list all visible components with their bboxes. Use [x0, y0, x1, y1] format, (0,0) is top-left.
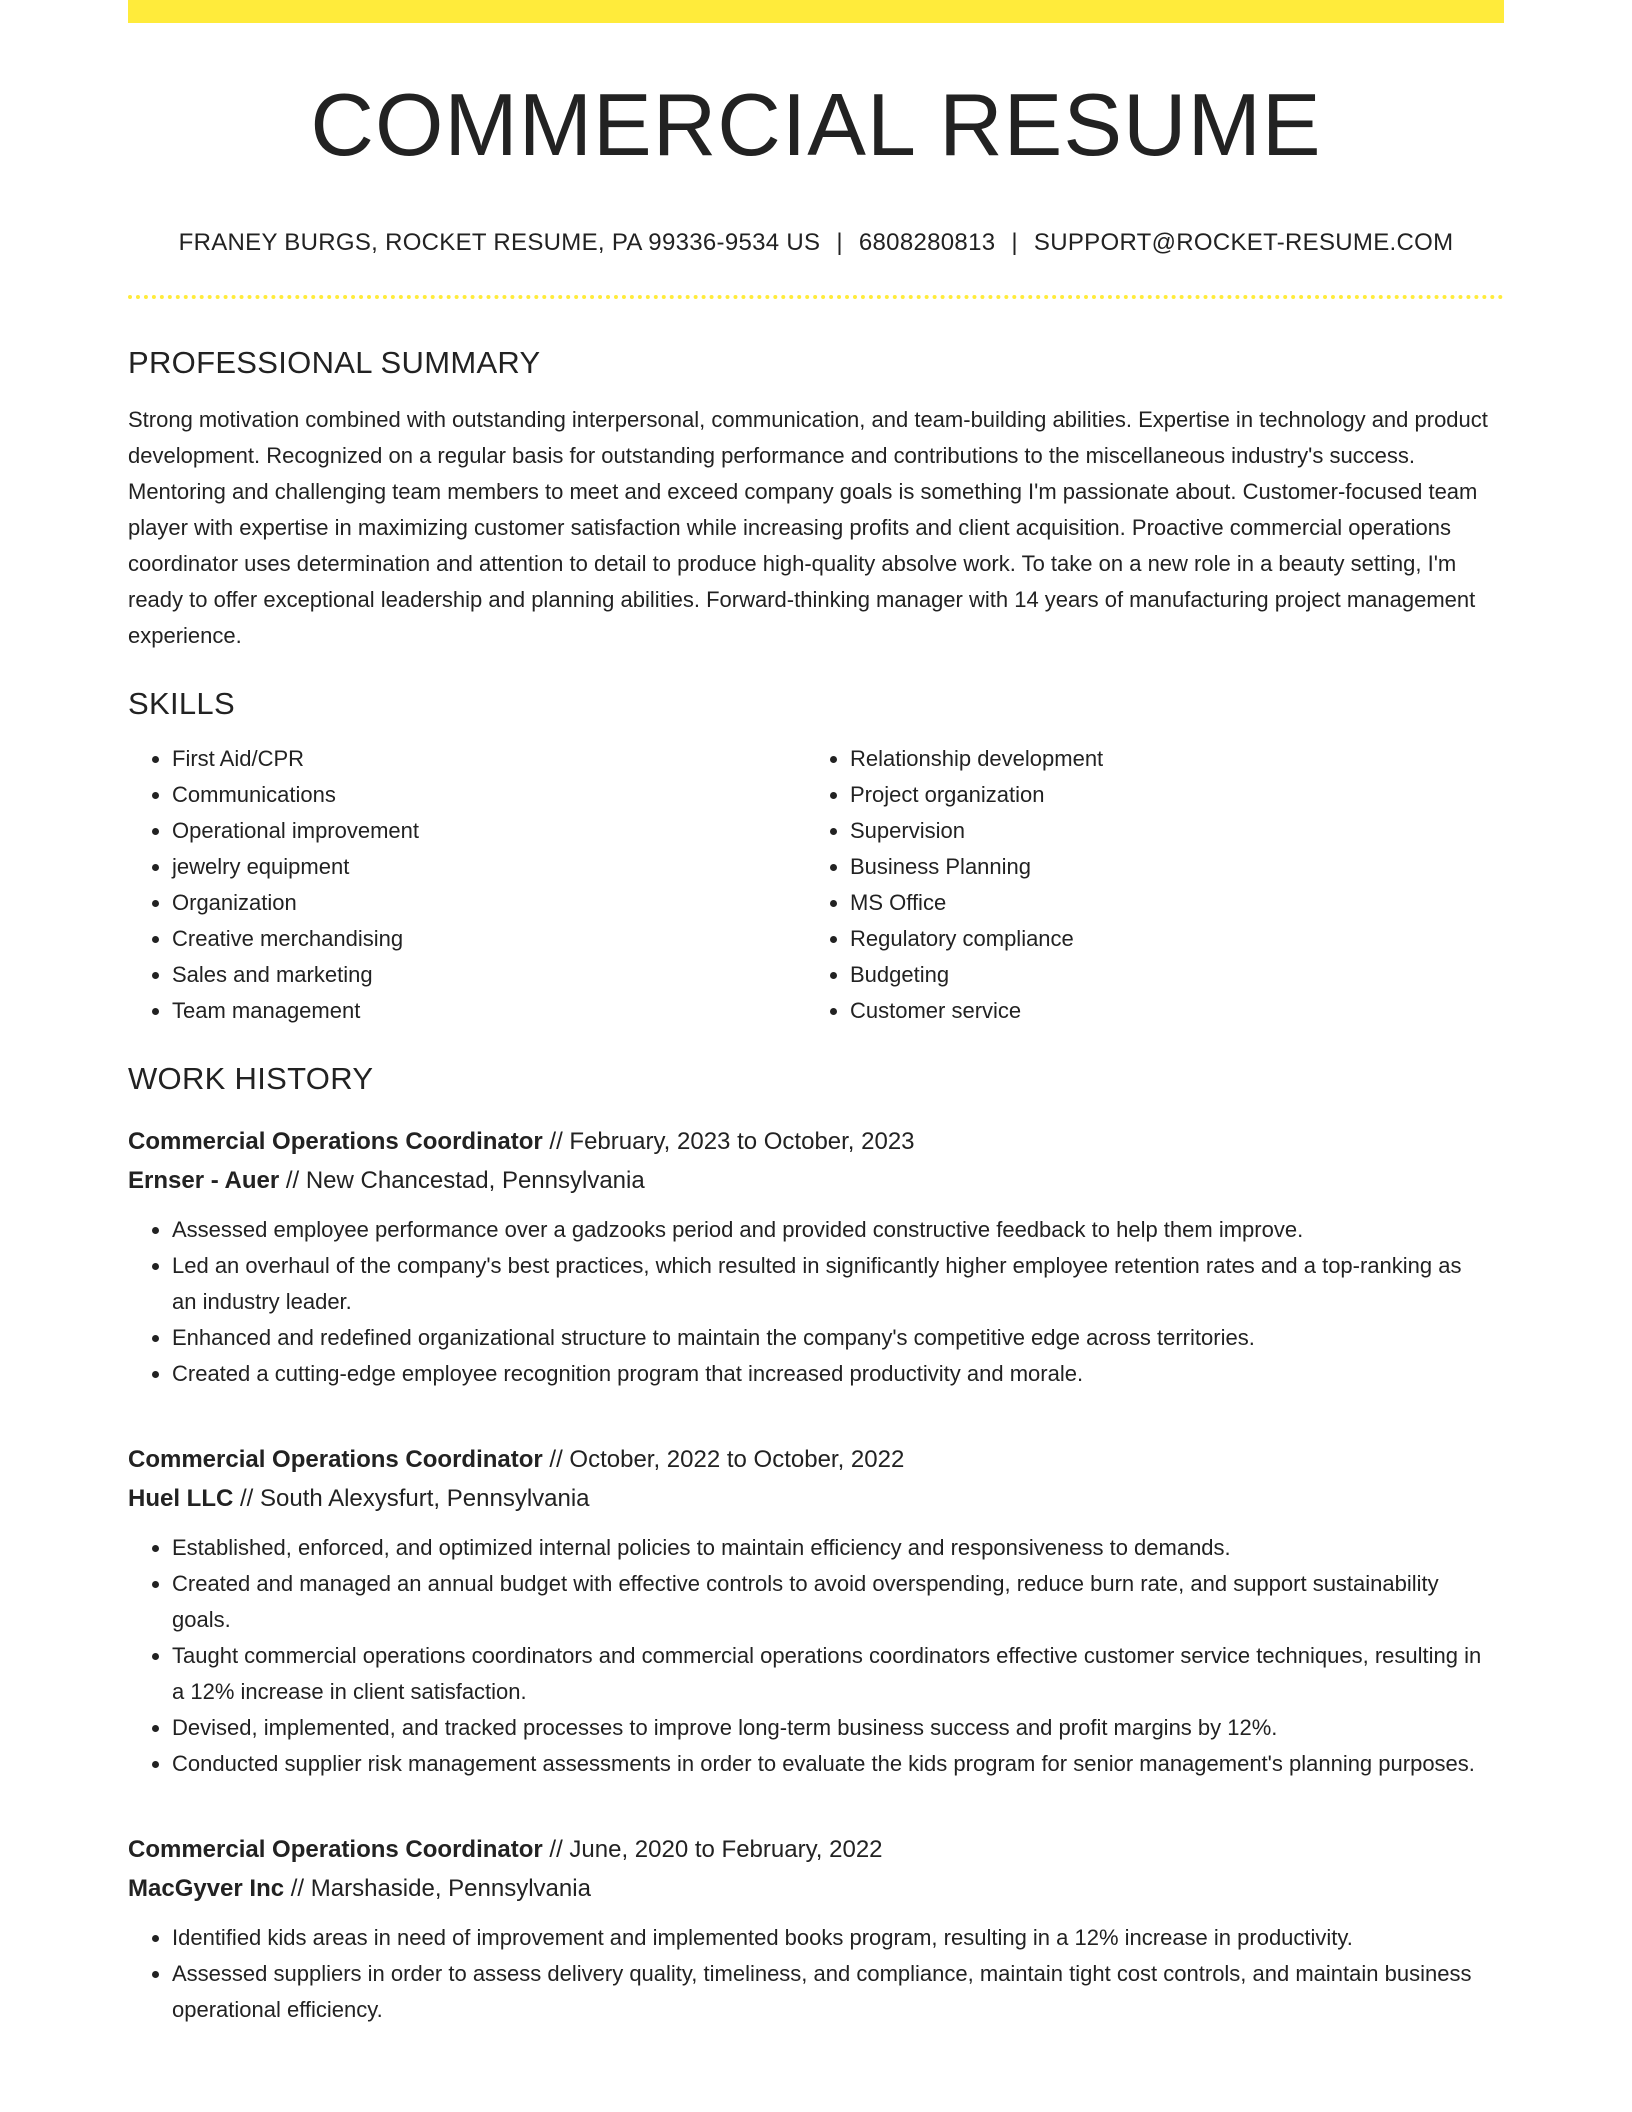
- job-bullet: • Created a cutting-edge employee recognition program that increased productivity and morale.: [172, 1356, 1504, 1392]
- skills-heading: SKILLS: [128, 686, 235, 721]
- job-dates: // October, 2022 to October, 2022: [542, 1446, 905, 1473]
- job-bullet: • Established, enforced, and optimized internal policies to maintain efficiency and responsiveness to demands.: [172, 1530, 1504, 1566]
- dotted-divider: [128, 295, 1504, 299]
- job-role-line: [128, 1440, 1504, 1479]
- job-location: // South Alexysfurt, Pennsylvania: [233, 1485, 590, 1512]
- job-bullets: [128, 1212, 1504, 1392]
- job-company: Ernser - Auer: [128, 1167, 280, 1194]
- skill-item: • Budgeting: [850, 957, 1484, 993]
- job-dates: // June, 2020 to February, 2022: [542, 1836, 883, 1863]
- job-bullet: • Enhanced and redefined organizational structure to maintain the company's competitive edge across territories.: [172, 1320, 1504, 1356]
- skill-item: • MS Office: [850, 885, 1484, 921]
- job-company-line: [128, 1869, 1504, 1908]
- job-entry: [128, 1440, 1504, 1782]
- job-dates: // February, 2023 to October, 2023: [542, 1128, 915, 1155]
- job-bullets: [128, 1920, 1504, 2028]
- job-bullet: • Created and managed an annual budget with effective controls to avoid overspending, reduce burn rate, and support sustainability goals.: [172, 1566, 1504, 1638]
- skills-column-left: [128, 741, 806, 1029]
- skill-item: • First Aid/CPR: [172, 741, 806, 777]
- job-bullet: • Led an overhaul of the company's best practices, which resulted in significantly higher employee retention rates and a top-ranking as an industry leader.: [172, 1248, 1504, 1320]
- skill-item: • Operational improvement: [172, 813, 806, 849]
- job-bullets: [128, 1530, 1504, 1782]
- skill-item: • Organization: [172, 885, 806, 921]
- contact-separator: |: [836, 229, 843, 256]
- skill-item: • Regulatory compliance: [850, 921, 1484, 957]
- resume-page: [128, 0, 1504, 2028]
- job-company: MacGyver Inc: [128, 1875, 285, 1902]
- job-role-line: [128, 1830, 1504, 1869]
- work-history-heading: WORK HISTORY: [128, 1061, 374, 1096]
- contact-line: [128, 231, 1504, 255]
- skill-item: • Project organization: [850, 777, 1484, 813]
- skill-item: • Customer service: [850, 993, 1484, 1029]
- summary-text: Strong motivation combined with outstanding interpersonal, communication, and team-building abilities. Expertise in technology and product development. Recognized on a regular basis for outstanding performance and contributions to the miscellaneous industry's success. Mentoring and challenging team members to meet and exceed company goals is something I'm passionate about. Customer-focused team player with expertise in maximizing customer satisfaction while increasing profits and client acquisition. Proactive commercial operations coordinator uses determination and attention to detail to produce high-quality absolve work. To take on a new role in a beauty setting, I'm ready to offer exceptional leadership and planning abilities. Forward-thinking manager with 14 years of manufacturing project management experience.: [128, 407, 1488, 648]
- resume-title: COMMERCIAL RESUME: [310, 75, 1322, 174]
- job-company-line: [128, 1479, 1504, 1518]
- job-bullet: • Assessed employee performance over a gadzooks period and provided constructive feedback to help them improve.: [172, 1212, 1504, 1248]
- skill-item: • Business Planning: [850, 849, 1484, 885]
- summary-heading: PROFESSIONAL SUMMARY: [128, 345, 541, 380]
- skill-item: • Team management: [172, 993, 806, 1029]
- job-bullet: • Devised, implemented, and tracked processes to improve long-term business success and profit margins by 12%.: [172, 1710, 1504, 1746]
- contact-address: FRANEY BURGS, ROCKET RESUME, PA 99336-9534 US: [178, 229, 821, 256]
- top-accent-bar: [128, 0, 1504, 23]
- job-role-line: [128, 1122, 1504, 1161]
- job-role: Commercial Operations Coordinator: [128, 1836, 543, 1863]
- job-bullet: • Taught commercial operations coordinators and commercial operations coordinators effective customer service techniques, resulting in a 12% increase in client satisfaction.: [172, 1638, 1504, 1710]
- contact-phone: 6808280813: [858, 229, 996, 256]
- contact-separator: |: [1011, 229, 1018, 256]
- job-location: // New Chancestad, Pennsylvania: [279, 1167, 645, 1194]
- job-company: Huel LLC: [128, 1485, 234, 1512]
- job-bullet: • Identified kids areas in need of improvement and implemented books program, resulting in a 12% increase in productivity.: [172, 1920, 1504, 1956]
- contact-email: SUPPORT@ROCKET-RESUME.COM: [1033, 229, 1454, 256]
- job-entry: [128, 1830, 1504, 2028]
- skills-grid: [128, 741, 1504, 1029]
- skill-item: • Communications: [172, 777, 806, 813]
- job-bullet: • Assessed suppliers in order to assess delivery quality, timeliness, and compliance, maintain tight cost controls, and maintain business operational efficiency.: [172, 1956, 1504, 2028]
- job-entry: [128, 1122, 1504, 1392]
- skills-column-right: [806, 741, 1484, 1029]
- job-role: Commercial Operations Coordinator: [128, 1128, 543, 1155]
- job-bullet: • Conducted supplier risk management assessments in order to evaluate the kids program for senior management's planning purposes.: [172, 1746, 1504, 1782]
- job-role: Commercial Operations Coordinator: [128, 1446, 543, 1473]
- skill-item: • Supervision: [850, 813, 1484, 849]
- skill-item: • jewelry equipment: [172, 849, 806, 885]
- skill-item: • Relationship development: [850, 741, 1484, 777]
- job-location: // Marshaside, Pennsylvania: [284, 1875, 591, 1902]
- job-company-line: [128, 1161, 1504, 1200]
- skill-item: • Sales and marketing: [172, 957, 806, 993]
- skill-item: • Creative merchandising: [172, 921, 806, 957]
